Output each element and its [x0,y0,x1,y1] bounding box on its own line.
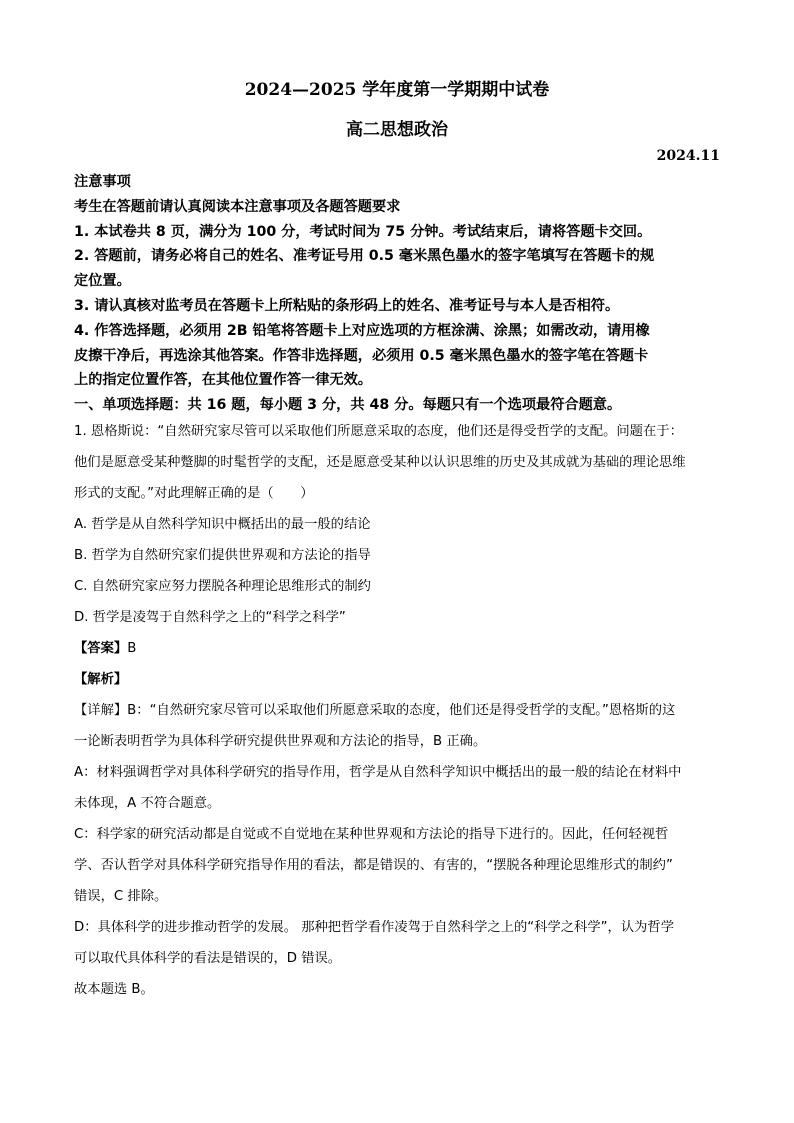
answer-label: 【答案】 [74,641,128,656]
notice-line: 考生在答题前请认真阅读本注意事项及各题答题要求 [74,198,401,215]
notice-section [74,170,724,418]
option-d: D. 哲学是凌驾于自然科学之上的“科学之科学” [74,610,346,625]
detail-line: 一论断表明哲学为具体科学研究提供世界观和方法论的指导，B 正确。 [74,734,487,749]
analysis-label: 【解析】 [74,672,128,687]
notice-line: 1. 本试卷共 8 页，满分为 100 分，考试时间为 75 分钟。考试结束后，请将答题卡交回。 [74,223,652,240]
exam-subject: 高二思想政治 [346,120,448,140]
option-a: A. 哲学是从自然科学知识中概括出的最一般的结论 [74,517,371,532]
detail-line: C：科学家的研究活动都是自觉或不自觉地在某种世界观和方法论的指导下进行的。因此，任何轻视哲 [74,827,669,842]
detail-line: D：具体科学的进步推动哲学的发展。 那种把哲学看作凌驾于自然科学之上的“科学之科学”，认为哲学 [74,920,675,935]
notice-line: 4. 作答选择题，必须用 2B 铅笔将答题卡上对应选项的方框涂满、涂黑；如需改动，请用橡 [74,322,650,339]
detail-line: 错误，C 排除。 [74,889,168,904]
detail-line: 未体现，A 不符合题意。 [74,796,221,811]
exam-title: 2024—2025 学年度第一学期期中试卷 [244,80,550,100]
question-stem-line: 他们是愿意受某种蹩脚的时髦哲学的支配，还是愿意受某种以认识思维的历史及其成就为基础的理论思维 [74,455,686,470]
exam-date: 2024.11 [656,148,720,164]
notice-line: 上的指定位置作答，在其他位置作答一律无效。 [74,372,372,389]
notice-line: 3. 请认真核对监考员在答题卡上所粘贴的条形码上的姓名、准考证号与本人是否相符。 [74,297,620,314]
section-heading: 一、单项选择题：共 16 题，每小题 3 分，共 48 分。每题只有一个选项最符合题意。 [74,397,622,414]
question-stem-line: 1. 恩格斯说：“自然研究家尽管可以采取他们所愿意采取的态度，他们还是得受哲学的支配。问题在于： [74,424,683,439]
answer-value: B [127,641,137,656]
detail-line: 故本题选 B。 [74,982,154,997]
option-c: C. 自然研究家应努力摆脱各种理论思维形式的制约 [74,579,371,594]
detail-line: 可以取代具体科学的看法是错误的，D 错误。 [74,951,342,966]
notice-line: 皮擦干净后，再选涂其他答案。作答非选择题，必须用 0.5 毫米黑色墨水的签字笔在答题卡 [74,347,649,364]
option-b: B. 哲学为自然研究家们提供世界观和方法论的指导 [74,548,371,563]
notice-line: 2. 答题前，请务必将自己的姓名、准考证号用 0.5 毫米黑色墨水的签字笔填写在答题卡的规 [74,248,655,265]
answer-line [74,633,724,664]
detail-line: 【详解】B：“自然研究家尽管可以采取他们所愿意采取的态度，他们还是得受哲学的支配。”恩格斯的这 [74,703,676,718]
notice-heading: 注意事项 [74,174,131,190]
detail-line: A：材料强调哲学对具体科学研究的指导作用，哲学是从自然科学知识中概括出的最一般的结论在材料中 [74,765,682,780]
detail-line: 学、否认哲学对具体科学研究指导作用的看法，都是错误的、有害的，“摆脱各种理论思维形式的制约” [74,858,673,873]
question-stem-line: 形式的支配。”对此理解正确的是（ ） [74,486,314,501]
question-1 [74,416,724,1005]
notice-line: 定位置。 [74,273,131,290]
